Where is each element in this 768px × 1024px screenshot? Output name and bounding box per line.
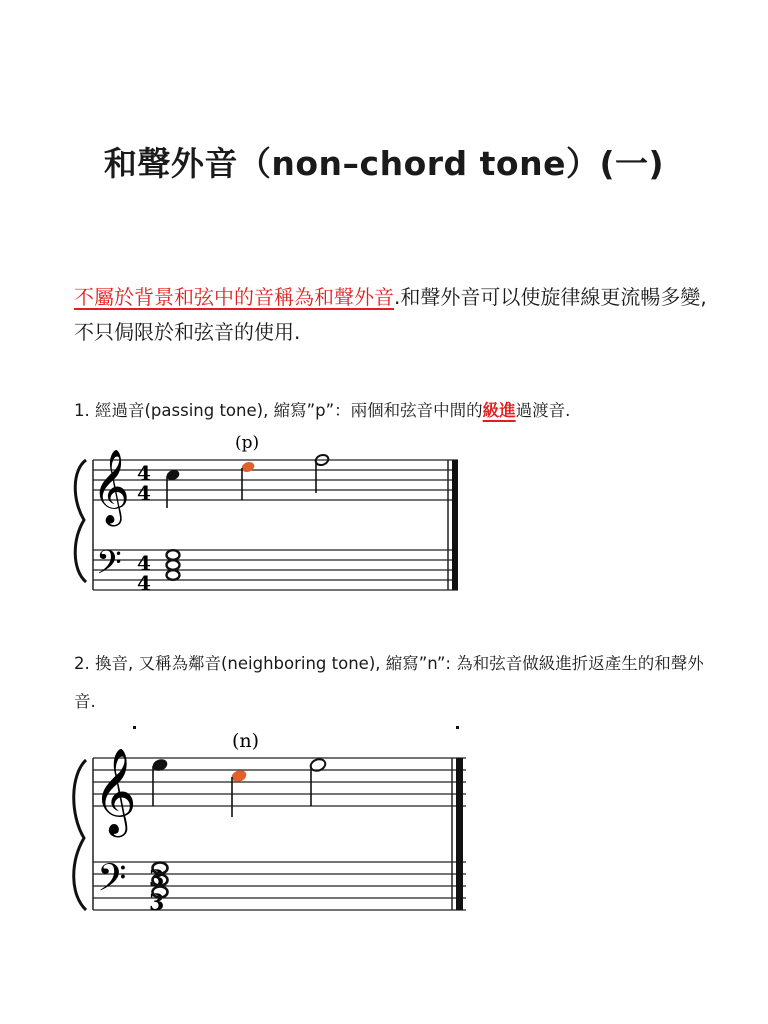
marker-dot bbox=[456, 726, 459, 729]
bass-clef-icon: 𝄢 bbox=[97, 855, 127, 909]
bass-clef-icon: 𝄢 bbox=[96, 544, 122, 590]
treble-time-bottom: 4 bbox=[137, 481, 151, 505]
grand-staff-brace bbox=[75, 460, 86, 582]
bass-time-bottom: 4 bbox=[137, 571, 151, 595]
passing-tone-text: 1. 經過音(passing tone), 縮寫”p”：兩個和弦音中間的 bbox=[74, 401, 483, 420]
neighbor-annotation: (n) bbox=[232, 730, 260, 752]
bass-note bbox=[167, 560, 180, 570]
intro-paragraph bbox=[74, 280, 714, 350]
treble-clef-icon: 𝄞 bbox=[92, 450, 130, 524]
bass-note bbox=[167, 550, 180, 560]
intro-rest: .和聲外音可以使旋律線更流暢多變, 不只侷限於和弦音的使用. bbox=[74, 285, 707, 344]
passing-tone-text-end: 過渡音. bbox=[515, 401, 571, 420]
bass-time-top: 4 bbox=[137, 551, 151, 575]
page-title: 和聲外音（non–chord tone）(一) bbox=[103, 144, 665, 183]
bass-note bbox=[167, 570, 180, 580]
intro-highlight: 不屬於背景和弦中的音稱為和聲外音 bbox=[74, 285, 394, 309]
final-thick-barline bbox=[452, 460, 458, 590]
neighbor-tone-item: 2. 換音, 又稱為鄰音(neighboring tone), 縮寫”n”: 為和弦音做級進折返產生的和聲外音. bbox=[74, 654, 704, 711]
passing-tone-item bbox=[74, 392, 714, 430]
neighbor-tone-score bbox=[0, 720, 768, 920]
bass-time-bottom: 3 bbox=[149, 890, 165, 916]
bass-time-top: 3 bbox=[149, 866, 165, 892]
passing-annotation: (p) bbox=[235, 433, 260, 453]
final-thick-barline bbox=[456, 758, 463, 910]
grand-staff-brace bbox=[74, 760, 86, 910]
passing-tone-score bbox=[0, 430, 768, 600]
treble-staff bbox=[93, 758, 466, 806]
marker-dot bbox=[133, 726, 136, 729]
treble-clef-icon: 𝄞 bbox=[93, 748, 137, 834]
treble-time-top: 4 bbox=[137, 461, 151, 485]
stepwise-highlight: 級進 bbox=[482, 401, 516, 420]
